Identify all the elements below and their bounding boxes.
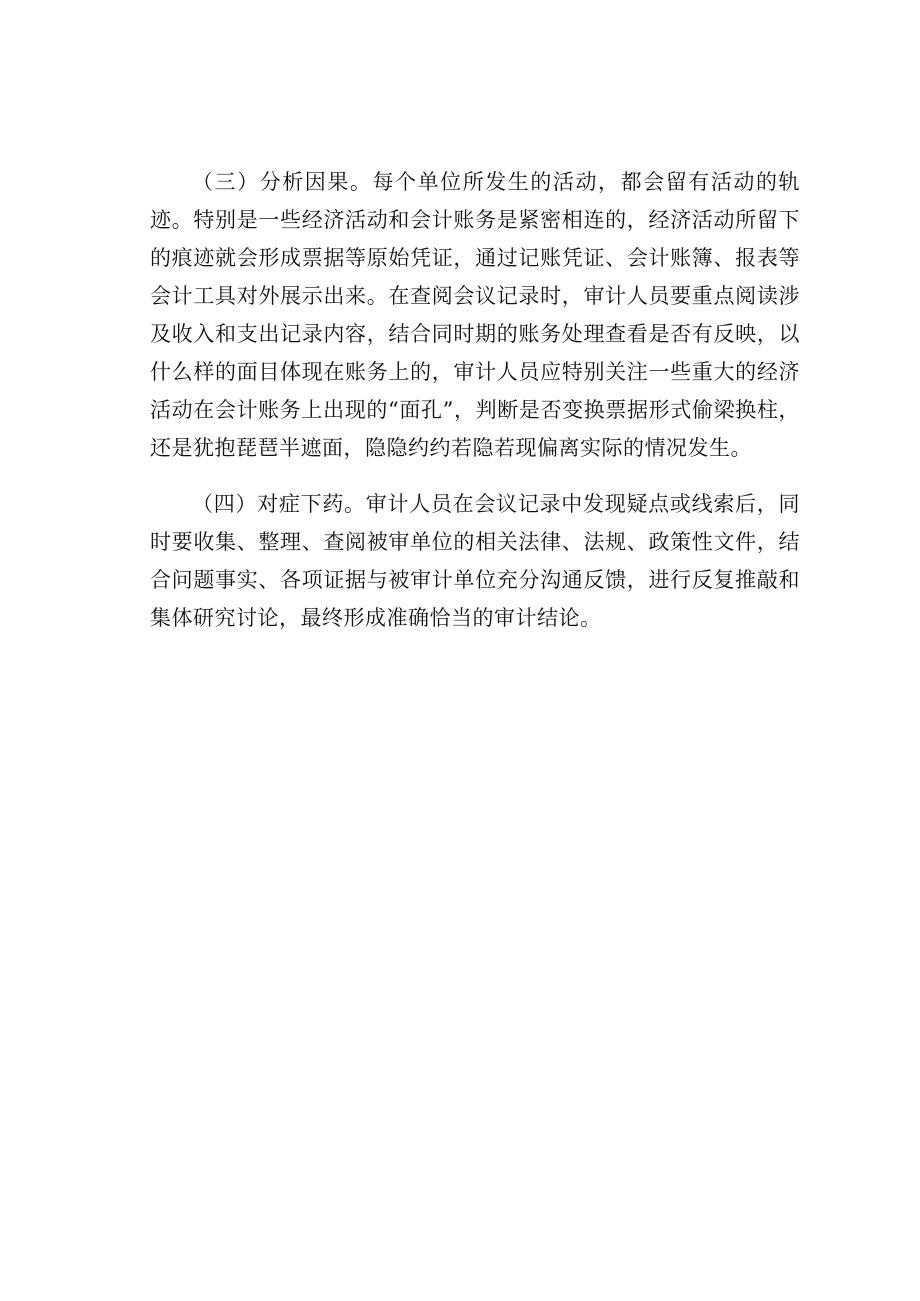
paragraph-analyze-cause: （三）分析因果。每个单位所发生的活动，都会留有活动的轨迹。特别是一些经济活动和会计账务是紧密相连的，经济活动所留下的痕迹就会形成票据等原始凭证，通过记账凭证、会计账簿、报表等会计工具对外展示出来。在查阅会议记录时，审计人员要重点阅读涉及收入和支出记录内容，结合同时期的账务处理查看是否有反映，以什么样的面目体现在账务上的，审计人员应特别关注一些重大的经济活动在会计账务上出现的“面孔”，判断是否变换票据形式偷梁换柱，还是犹抱琵琶半遮面，隐隐约约若隐若现偏离实际的情况发生。 [150,170,800,460]
document-body [150,163,800,637]
paragraph-remedy: （四）对症下药。审计人员在会议记录中发现疑点或线索后，同时要收集、整理、查阅被审单位的相关法律、法规、政策性文件，结合问题事实、各项证据与被审计单位充分沟通反馈，进行反复推敲和集体研究讨论，最终形成准确恰当的审计结论。 [150,492,800,630]
